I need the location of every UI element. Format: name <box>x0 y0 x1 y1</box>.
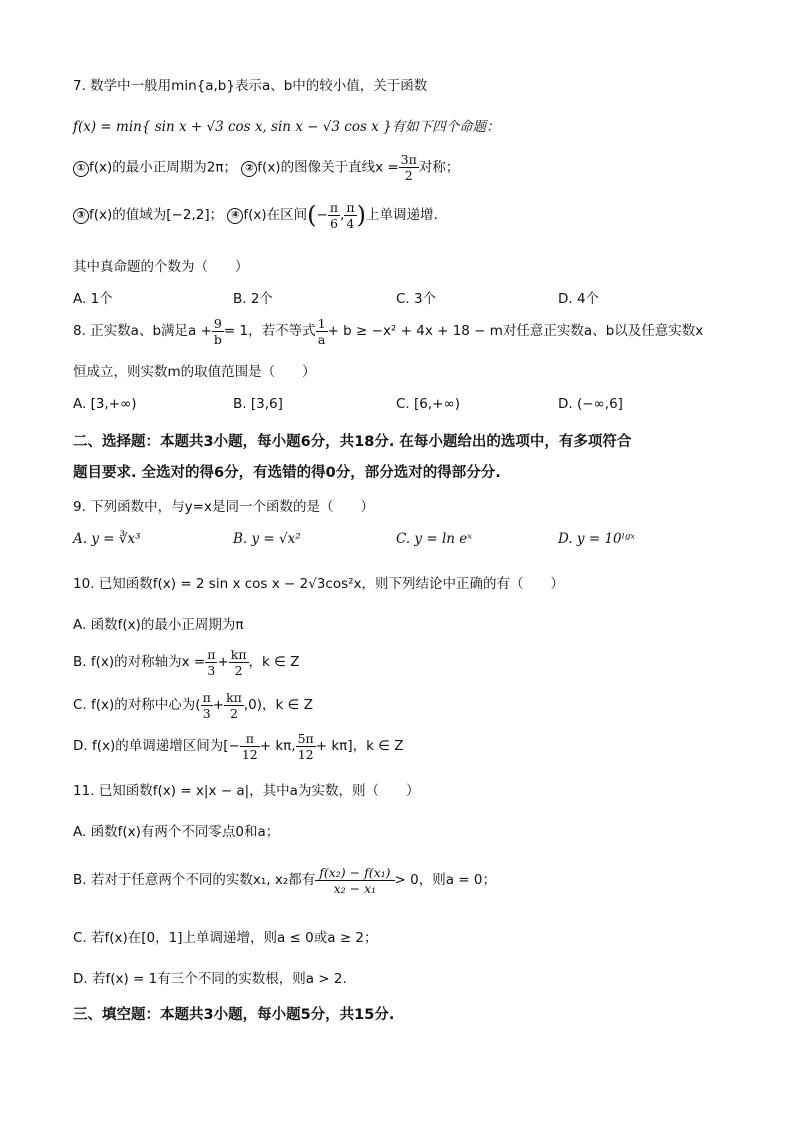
q7-option-d: D. 4个 <box>558 291 600 307</box>
q7-prop4-paren-left: ( <box>307 201 317 229</box>
q7-prop4-comma: , <box>340 207 345 223</box>
q10-d-fraction-2: $\frac{5\pi}{12}$ <box>297 730 314 762</box>
q10-c-fraction-2: $\frac{k\pi}{2}$ <box>226 689 242 721</box>
q10-c-plus: + <box>212 697 225 713</box>
q9-option-b: B. y = √x² <box>233 531 301 547</box>
q11-b-post: > 0，则a = 0； <box>394 872 496 888</box>
q7-intro: 7. 数学中一般用min{a,b}表示a、b中的较小值，关于函数 <box>73 78 428 94</box>
q7-prop4-fraction-1: $\frac{\pi}{6}$ <box>329 199 339 231</box>
q10-option-c <box>73 688 313 722</box>
q7-function-text: f(x) = min{ sin x + √3 cos x, sin x − √3 cos x }有如下四个命题： <box>73 119 500 135</box>
q7-prop4-fraction-2: $\frac{\pi}{4}$ <box>346 199 355 231</box>
q7-option-b: B. 2个 <box>233 291 273 307</box>
q8-option-d: D. (−∞,6] <box>558 396 623 412</box>
q7-prop3: f(x)的值域为[−2,2]； <box>89 207 224 223</box>
q8-fraction-2: $\frac{1}{a}$ <box>317 315 326 347</box>
q7-prop4-paren-right: ) <box>356 201 366 229</box>
q8-option-a: A. [3,+∞) <box>73 396 137 412</box>
q11-option-b <box>73 860 496 900</box>
q10-d-post: + kπ]，k ∈ Z <box>315 738 404 754</box>
q7-prop2-post: 对称； <box>418 159 460 176</box>
q7-propositions-1-2 <box>73 152 459 183</box>
q10-c-fraction-1: $\frac{\pi}{3}$ <box>202 689 211 721</box>
circled-4-icon: ④ <box>227 208 243 224</box>
q7-option-c: C. 3个 <box>396 291 437 307</box>
circled-2-icon: ② <box>241 161 257 177</box>
q7-prop1: f(x)的最小正周期为2π； <box>89 159 237 176</box>
q7-option-a: A. 1个 <box>73 291 113 307</box>
q7-prop4-minus: − <box>316 207 328 223</box>
section2-header-line2: 题目要求. 全选对的得6分，有选错的得0分，部分选对的得部分分. <box>73 465 501 481</box>
q10-d-pre: D. f(x)的单调递增区间为[− <box>73 738 240 754</box>
q11-option-d: D. 若f(x) = 1有三个不同的实数根，则a > 2. <box>73 971 347 987</box>
q11-b-fraction: $\frac{\text{f(x₂) − f(x₁)}}{\text{x₂ − x₁}}$ <box>315 865 394 896</box>
q10-b-plus: + <box>217 654 229 670</box>
q11-option-c: C. 若f(x)在[0，1]上单调递增，则a ≤ 0或a ≥ 2； <box>73 930 378 946</box>
q11-option-a: A. 函数f(x)有两个不同零点0和a； <box>73 824 280 840</box>
q9-option-d: D. y = 10ˡᵍˣ <box>558 531 636 547</box>
section3-header: 三、填空题：本题共3小题，每小题5分，共15分. <box>73 1007 395 1023</box>
q7-prop2-pre: f(x)的图像关于直线x = <box>257 159 399 176</box>
q10-d-fraction-1: $\frac{\pi}{12}$ <box>241 730 258 762</box>
q10-stem: 10. 已知函数f(x) = 2 sin x cos x − 2√3cos²x，则下列结论中正确的有（ ） <box>73 576 565 592</box>
q8-l1-pre: 8. 正实数a、b满足a + <box>73 323 212 339</box>
q9-stem: 9. 下列函数中，与y=x是同一个函数的是（ ） <box>73 499 374 515</box>
q11-stem: 11. 已知函数f(x) = x|x − a|，其中a为实数，则（ ） <box>73 783 420 799</box>
q8-stem-line1 <box>73 314 703 348</box>
q11-b-pre: B. 若对于任意两个不同的实数x₁, x₂都有 <box>73 872 316 888</box>
q9-option-c: C. y = ln eˣ <box>396 531 473 547</box>
q10-b-fraction-1: $\frac{\pi}{3}$ <box>207 646 216 678</box>
q7-propositions-3-4 <box>73 198 438 232</box>
q10-d-mid: + kπ, <box>259 738 296 754</box>
q10-c-pre: C. f(x)的对称中心为( <box>73 697 201 713</box>
q10-option-a: A. 函数f(x)的最小正周期为π <box>73 617 244 633</box>
section2-header-line1: 二、选择题：本题共3小题，每小题6分，共18分. 在每小题给出的选项中，有多项符合 <box>73 434 632 450</box>
q7-prop2-fraction: $\frac{3\pi}{2}$ <box>400 152 417 183</box>
q8-option-c: C. [6,+∞) <box>396 396 460 412</box>
q10-option-d <box>73 729 404 763</box>
q7-prop4-post: 上单调递增. <box>365 207 438 223</box>
q10-c-post: ,0)，k ∈ Z <box>243 697 313 713</box>
q8-option-b: B. [3,6] <box>233 396 283 412</box>
q7-question: 其中真命题的个数为（ ） <box>73 259 249 275</box>
circled-1-icon: ① <box>73 161 89 177</box>
q10-b-pre: B. f(x)的对称轴为x = <box>73 654 206 670</box>
q9-option-a: A. y = ∛x³ <box>73 531 141 547</box>
q10-b-fraction-2: $\frac{k\pi}{2}$ <box>230 646 247 678</box>
q8-fraction-1: $\frac{9}{b}$ <box>213 315 222 347</box>
q10-option-b <box>73 645 299 679</box>
q7-function <box>73 115 500 135</box>
q8-l1-mid: = 1，若不等式 <box>223 323 316 339</box>
circled-3-icon: ③ <box>73 208 89 224</box>
q7-prop4-pre: f(x)在区间 <box>243 207 308 223</box>
q8-stem-line2: 恒成立，则实数m的取值范围是（ ） <box>73 364 316 380</box>
q8-l1-post: + b ≥ −x² + 4x + 18 − m对任意正实数a、b以及任意实数x <box>327 323 704 339</box>
q10-b-post: ，k ∈ Z <box>248 654 300 670</box>
